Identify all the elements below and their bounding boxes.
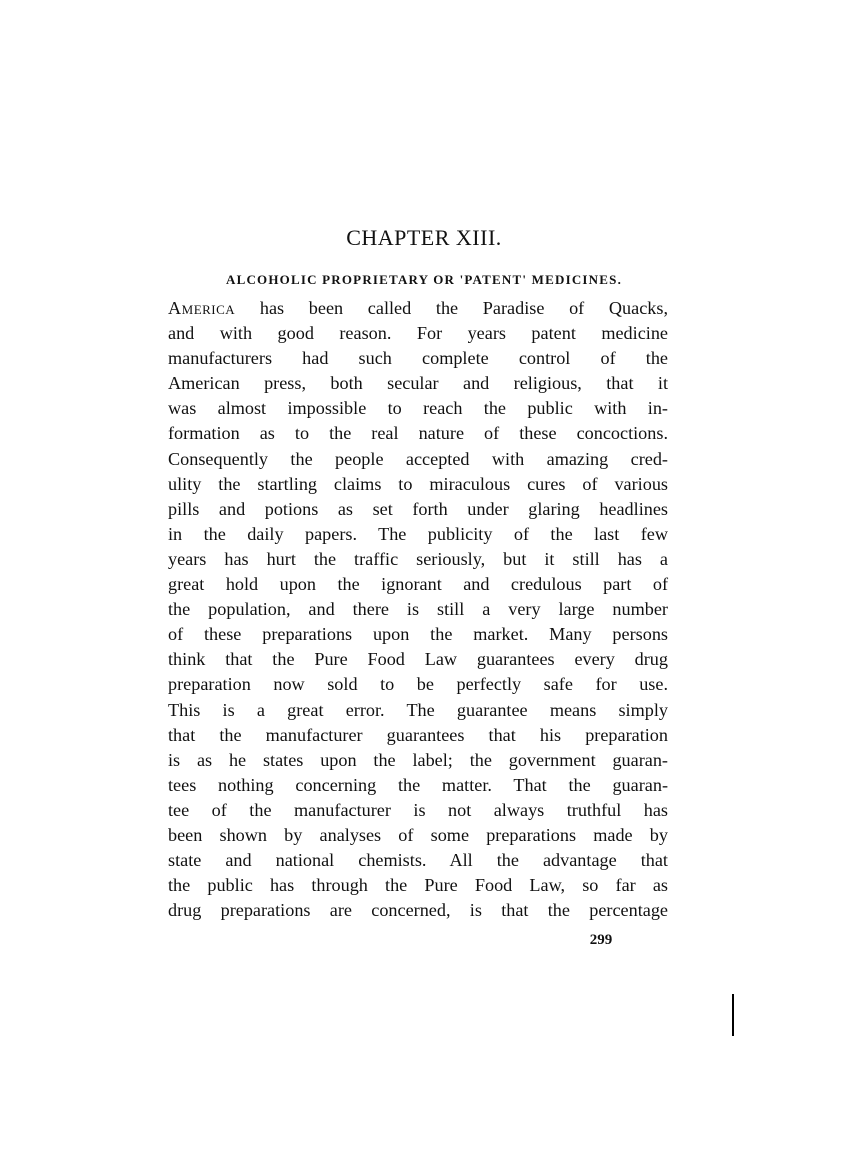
text-line: state and national chemists. All the advantage that: [168, 850, 668, 871]
text-line: tees nothing concerning the matter. That the guaran-: [168, 774, 668, 795]
text-line: pills and potions as set forth under glaring headlines: [168, 498, 668, 519]
text-line: the population, and there is still a very large number: [168, 599, 668, 620]
chapter-title: CHAPTER XIII.: [346, 225, 502, 250]
text-line: drug preparations are concerned, is that the percentage: [168, 900, 668, 921]
text-line: that the manufacturer guarantees that his preparation: [168, 724, 668, 745]
drop-word: America: [168, 298, 236, 318]
text-line: ulity the startling claims to miraculous cures of various: [168, 473, 668, 494]
text-line: think that the Pure Food Law guarantees every drug: [168, 649, 668, 670]
text-line: This is a great error. The guarantee means simply: [168, 699, 668, 720]
text-line: tee of the manufacturer is not always truthful has: [168, 799, 668, 820]
text-line: been shown by analyses of some preparations made by: [168, 824, 668, 845]
page-number: 299: [589, 932, 613, 948]
text-line: manufacturers had such complete control of the: [168, 348, 668, 369]
scan-edge-mark: [732, 994, 734, 1036]
text-line: American press, both secular and religious, that it: [168, 373, 668, 394]
text-line: the public has through the Pure Food Law, so far as: [168, 875, 668, 896]
text-line: is as he states upon the label; the government guaran-: [168, 749, 668, 770]
text-line: years has hurt the traffic seriously, but it still has a: [168, 548, 668, 569]
chapter-subtitle: ALCOHOLIC PROPRIETARY OR 'PATENT' MEDICINES.: [225, 272, 623, 287]
text-line: Consequently the people accepted with amazing cred-: [168, 448, 668, 469]
text-line: of these preparations upon the market. Many persons: [168, 624, 668, 645]
text-line: and with good reason. For years patent medicine: [168, 323, 668, 344]
body-paragraph: [168, 296, 668, 923]
text-line: formation as to the real nature of these concoctions.: [168, 423, 668, 444]
text-line: in the daily papers. The publicity of the last few: [168, 523, 668, 544]
text-line: preparation now sold to be perfectly safe for use.: [168, 674, 668, 695]
text-line: was almost impossible to reach the public with in-: [168, 398, 668, 419]
text-line: America has been called the Paradise of Quacks,: [168, 298, 668, 318]
text-line: great hold upon the ignorant and credulous part of: [168, 574, 668, 595]
